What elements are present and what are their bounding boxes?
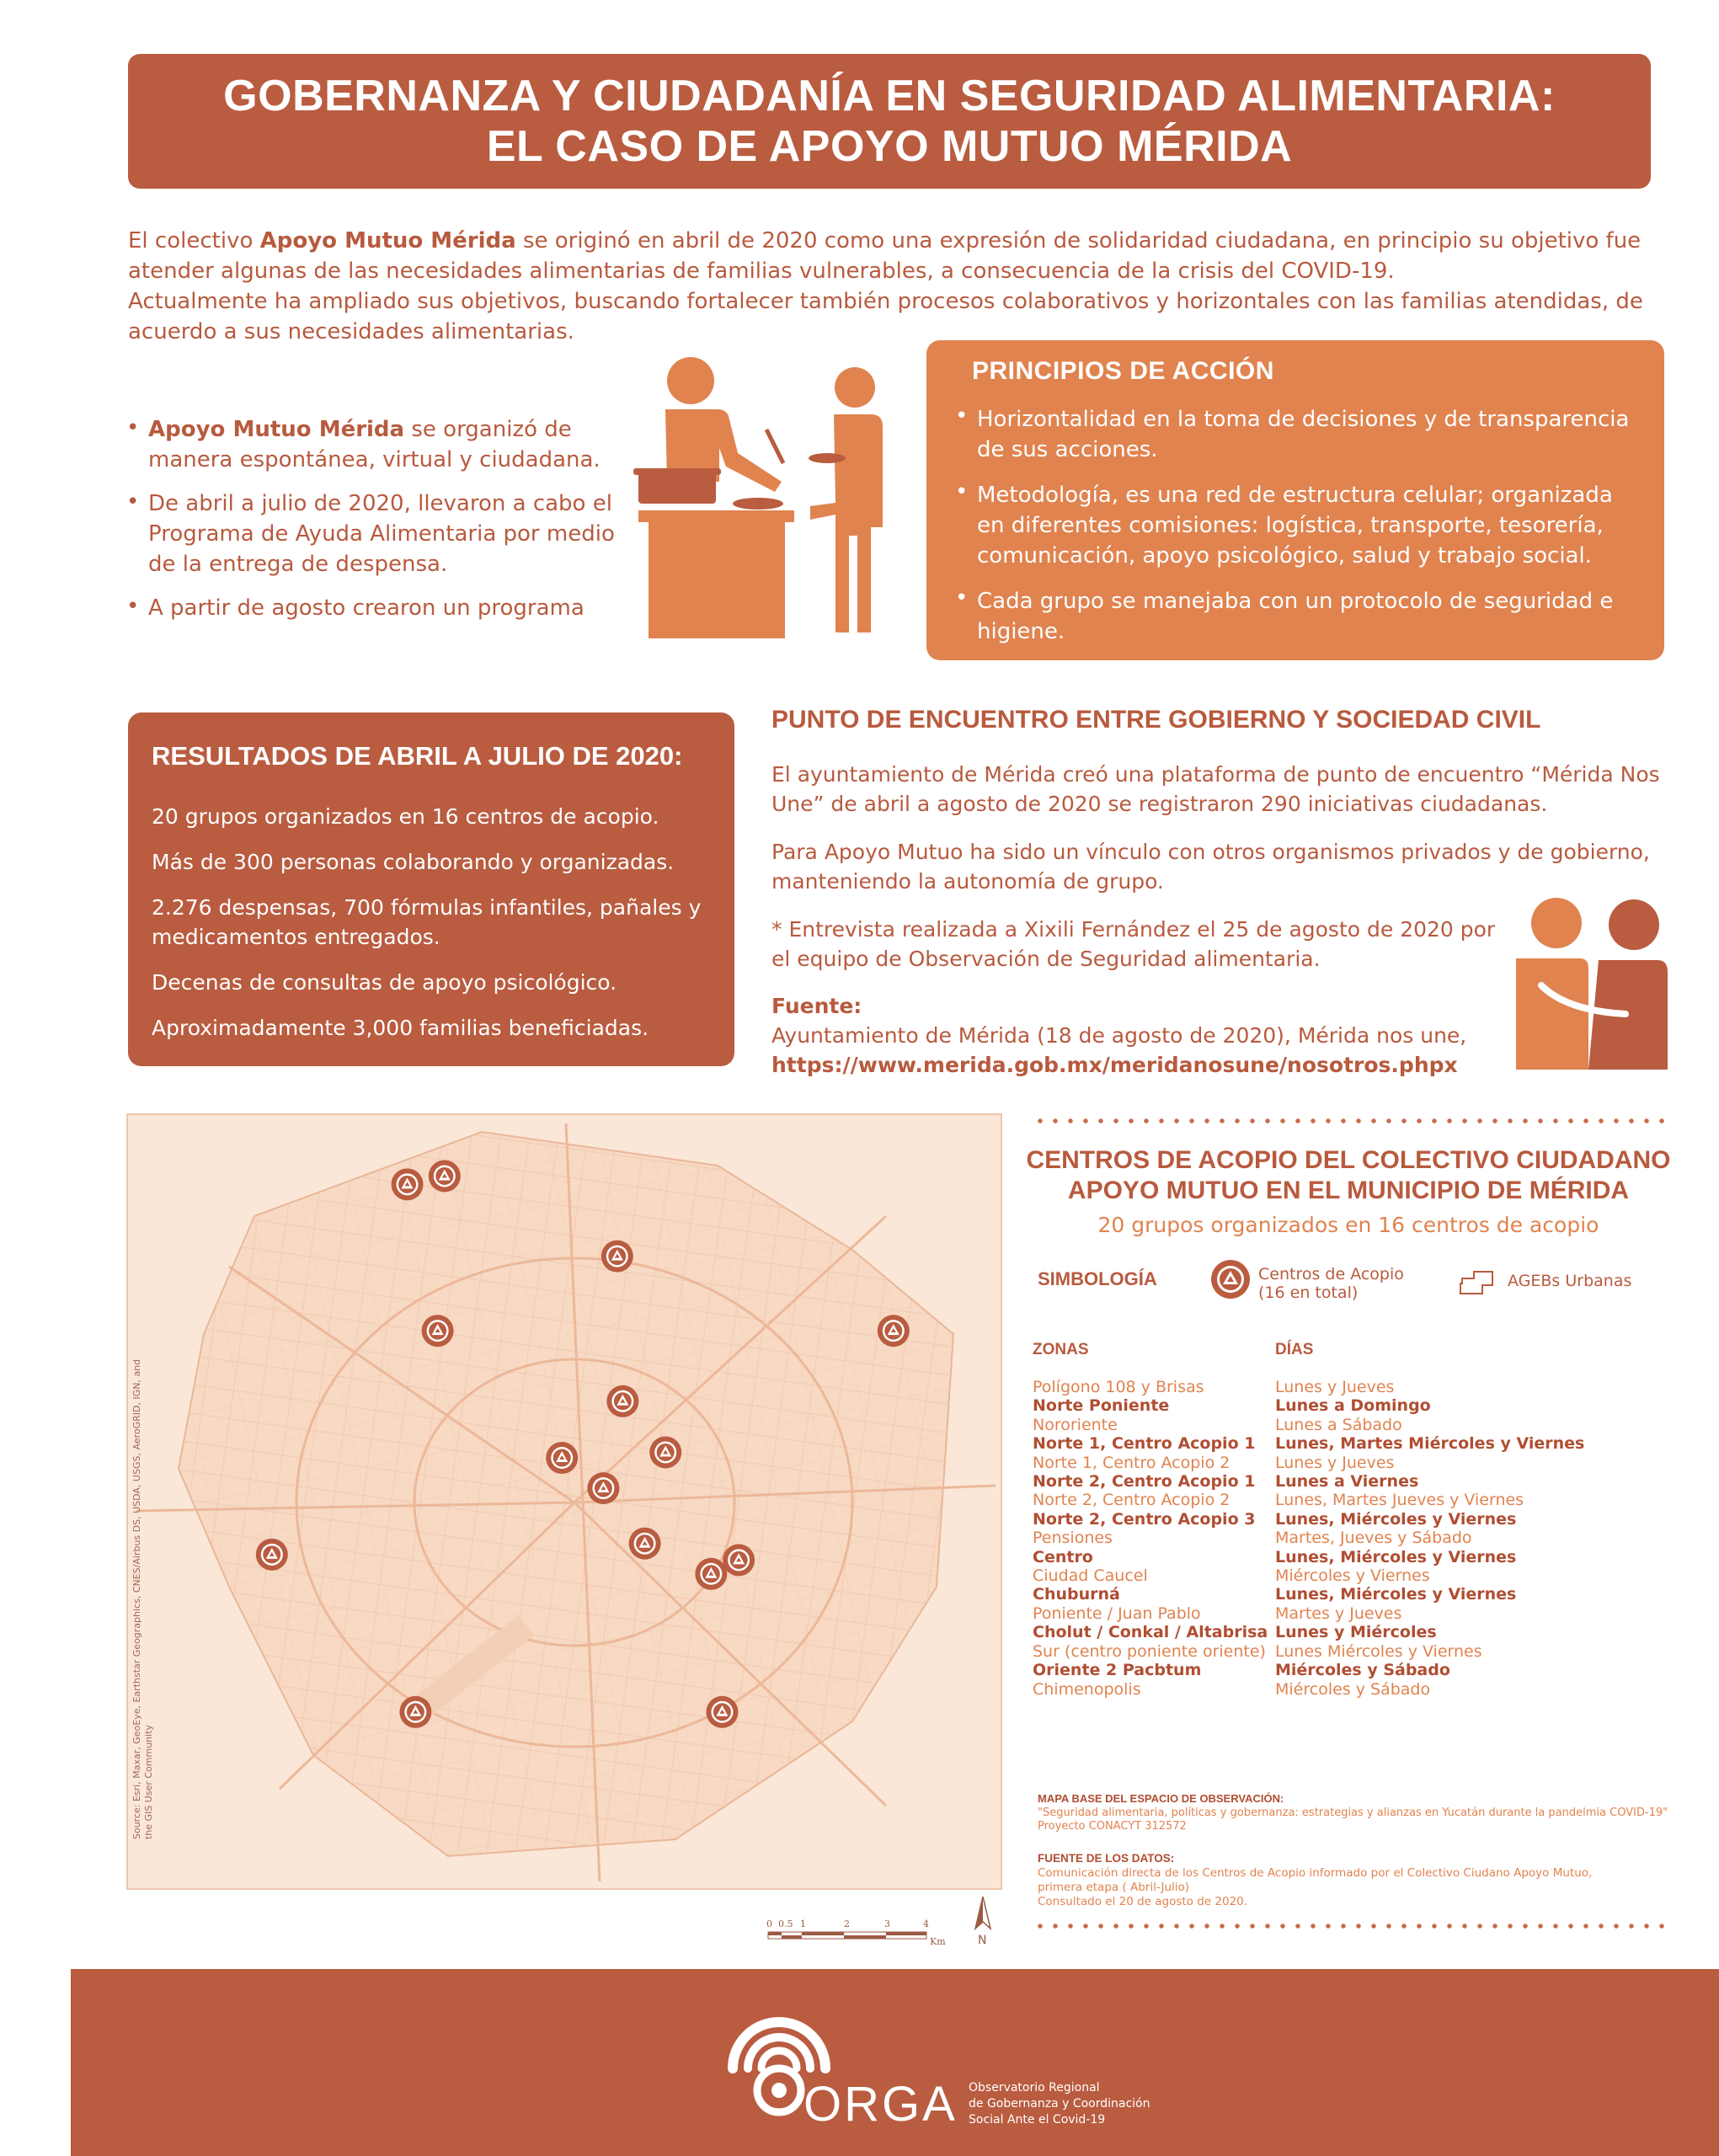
zone-days: Lunes a Domingo (1275, 1396, 1431, 1416)
collection-center-marker[interactable] (546, 1442, 578, 1474)
collection-center-marker[interactable] (606, 1385, 638, 1417)
food-serving-illustration (632, 354, 901, 648)
zone-name: Pensiones (1033, 1529, 1113, 1548)
principle-item: • Metodología, es una red de estructura celular; organizada en diferentes comisiones: logística, transporte, tesorería, comunicación, apoyo psicológico, salud y trabajo social. (955, 480, 1636, 571)
collection-center-marker[interactable] (878, 1315, 910, 1347)
source-block (771, 1021, 1496, 1080)
zone-name: Polígono 108 y Brisas (1033, 1378, 1204, 1396)
map-credit (126, 1348, 152, 1853)
zone-name: Norte 2, Centro Acopio 3 (1033, 1509, 1256, 1529)
collection-center-marker[interactable] (399, 1696, 431, 1728)
scale-tick: 3 (884, 1919, 890, 1929)
zone-days: Lunes, Martes Jueves y Viernes (1275, 1491, 1524, 1510)
legend-title-line-2: APOYO MUTUO EN EL MUNICIPIO DE MÉRIDA (1067, 1177, 1630, 1204)
principles-box (926, 340, 1664, 660)
left-bullet-1-bold: Apoyo Mutuo Mérida (148, 417, 405, 442)
zone-name: Norte 1, Centro Acopio 1 (1033, 1434, 1256, 1454)
collection-center-marker[interactable] (587, 1472, 619, 1504)
scale-tick: 2 (844, 1919, 850, 1929)
base-map-line-1: "Seguridad alimentaria, políticas y gobernanza: estrategias y alianzas en Yucatán durante la pandelmia COVID-19" (1038, 1806, 1668, 1819)
zones-header: ZONAS (1033, 1341, 1089, 1358)
intro-org-name: Apoyo Mutuo Mérida (259, 228, 516, 253)
zone-days: Lunes a Viernes (1275, 1472, 1419, 1492)
zone-name: Norte 1, Centro Acopio 2 (1033, 1453, 1231, 1472)
principles-title: PRINCIPIOS DE ACCIÓN (972, 357, 1274, 385)
schedule-row (1033, 1416, 1673, 1434)
orga-line-1: Observatorio Regional (969, 2081, 1100, 2095)
schedule-row (1033, 1623, 1673, 1641)
result-item: 2.276 despensas, 700 fórmulas infantiles, pañales y medicamentos entregados. (152, 895, 702, 949)
people-embrace-illustration (1508, 893, 1668, 1070)
scale-unit: Km (930, 1936, 946, 1947)
zone-name: Sur (centro poniente oriente) (1033, 1641, 1266, 1661)
base-map-line-2: Proyecto CONACYT 312572 (1038, 1820, 1187, 1833)
legend-title (1024, 1145, 1673, 1206)
collection-center-marker[interactable] (649, 1436, 681, 1468)
data-source-line-3: Consultado el 20 de agosto de 2020. (1038, 1895, 1248, 1908)
zone-name: Norte 2, Centro Acopio 2 (1033, 1491, 1231, 1510)
zone-name: Chimenopolis (1033, 1679, 1141, 1699)
schedule-row (1033, 1680, 1673, 1699)
scale-tick: 0 (766, 1919, 772, 1929)
collection-center-marker[interactable] (392, 1168, 424, 1200)
zone-days: Lunes, Miércoles y Viernes (1275, 1509, 1517, 1529)
collection-center-marker[interactable] (723, 1544, 755, 1576)
zone-days: Martes, Jueves y Sábado (1275, 1529, 1472, 1548)
symbology-centers-line-2: (16 en total) (1258, 1283, 1359, 1302)
left-bullet-list (126, 414, 649, 637)
collection-center-marker[interactable] (601, 1241, 633, 1273)
symbology-centers-line-1: Centros de Acopio (1258, 1265, 1404, 1283)
encounter-paragraph-1: El ayuntamiento de Mérida creó una plataforma de punto de encuentro “Mérida Nos Une” de abril a agosto de 2020 se registraron 290 iniciativas ciudadanas. (771, 762, 1660, 816)
orga-line-3: Social Ante el Covid-19 (969, 2113, 1106, 2127)
base-map-label: MAPA BASE DEL ESPACIO DE OBSERVACIÓN: (1038, 1792, 1284, 1805)
zone-name: Norte 2, Centro Acopio 1 (1033, 1472, 1256, 1492)
legend-title-line-1: CENTROS DE ACOPIO DEL COLECTIVO CIUDADANO (1026, 1146, 1671, 1174)
scale-tick: 1 (800, 1919, 806, 1929)
schedule-row (1033, 1510, 1673, 1529)
legend-divider-bottom (1033, 1924, 1664, 1929)
collection-center-icon (1209, 1258, 1252, 1300)
legend-subtitle: 20 grupos organizados en 16 centros de acopio (1097, 1213, 1599, 1237)
data-source-line-1: Comunicación directa de los Centros de Acopio informado por el Colectivo Ciudano Apoyo Mutuo, (1038, 1866, 1593, 1880)
intro-rest-1: se originó en abril de 2020 como una expresión de solidaridad ciudadana, en principio su objetivo fue atender algunas de las necesidades alimentarias de familias vulnerables, a consecuencia de la crisis del COVID-19. (128, 228, 1642, 284)
zone-name: Nororiente (1033, 1415, 1118, 1434)
collection-center-marker[interactable] (695, 1558, 727, 1590)
title-line-1: GOBERNANZA Y CIUDADANÍA EN SEGURIDAD ALIMENTARIA: (223, 72, 1556, 120)
result-item: 20 grupos organizados en 16 centros de acopio. (152, 804, 659, 829)
zone-days: Lunes a Sábado (1275, 1415, 1402, 1434)
source-text: Ayuntamiento de Mérida (18 de agosto de 2020), Mérida nos une, (771, 1023, 1467, 1048)
orga-logo-text: ORGA (803, 2077, 958, 2132)
encounter-title: PUNTO DE ENCUENTRO ENTRE GOBIERNO Y SOCIEDAD CIVIL (771, 706, 1541, 734)
zone-days: Lunes y Miércoles (1275, 1623, 1437, 1642)
result-item: Más de 300 personas colaborando y organizadas. (152, 850, 675, 874)
intro-rest-2: Actualmente ha ampliado sus objetivos, buscando fortalecer también procesos colaborativos y horizontales con las familias atendidas, de acuerdo a sus necesidades alimentarias. (128, 289, 1643, 344)
schedule-row (1033, 1566, 1673, 1585)
intro-paragraph (128, 226, 1661, 347)
schedule-row (1033, 1661, 1673, 1679)
zone-days: Miércoles y Sábado (1275, 1679, 1431, 1699)
principle-item: • Cada grupo se manejaba con un protocolo de seguridad e higiene. (955, 586, 1636, 647)
left-bullet-3: • A partir de agosto crearon un programa (126, 593, 649, 623)
scale-tick: 4 (923, 1919, 929, 1929)
title-line-2: EL CASO DE APOYO MUTUO MÉRIDA (486, 122, 1293, 171)
title-banner (128, 54, 1651, 189)
scale-tick: 0.5 (778, 1919, 793, 1929)
zone-name: Ciudad Caucel (1033, 1566, 1148, 1586)
source-link[interactable]: https://www.merida.gob.mx/meridanosune/nosotros.phpx (771, 1053, 1458, 1077)
map-credit-text: Source: Esri, Maxar, GeoEye, Earthstar Geographics, CNES/Airbus DS, USDA, USGS, AeroGRID, IGN, and the GIS User Community (131, 1358, 154, 1839)
data-source-label: FUENTE DE LOS DATOS: (1038, 1852, 1175, 1865)
symbology-centers (1258, 1265, 1404, 1302)
schedule-row (1033, 1642, 1673, 1661)
schedule-row (1033, 1491, 1673, 1509)
zone-days: Miércoles y Viernes (1275, 1566, 1430, 1586)
schedule-row (1033, 1529, 1673, 1547)
symbology-label: SIMBOLOGÍA (1038, 1268, 1157, 1289)
legend-divider-top (1033, 1118, 1664, 1123)
zone-name: Chuburná (1033, 1585, 1120, 1604)
orga-line-2: de Gobernanza y Coordinación (969, 2097, 1150, 2111)
collection-center-marker[interactable] (429, 1160, 461, 1192)
map-canvas (128, 1115, 1002, 1890)
left-bullet-2: • De abril a julio de 2020, llevaron a cabo el Programa de Ayuda Alimentaria por medio de la entrega de despensa. (126, 488, 649, 579)
data-source-line-2: primera etapa ( Abril-Julio) (1038, 1881, 1190, 1894)
schedule-row (1033, 1396, 1673, 1415)
schedule-table (1033, 1378, 1673, 1699)
zone-days: Miércoles y Sábado (1275, 1661, 1450, 1680)
schedule-row (1033, 1434, 1673, 1453)
result-item: Decenas de consultas de apoyo psicológico. (152, 970, 617, 995)
principle-item: • Horizontalidad en la toma de decisiones y de transparencia de sus acciones. (955, 404, 1636, 465)
encounter-interview-note: * Entrevista realizada a Xixili Fernández el 25 de agosto de 2020 por el equipo de Observación de Seguridad alimentaria. (771, 917, 1496, 971)
orga-logo (699, 2009, 985, 2136)
zone-days: Lunes Miércoles y Viernes (1275, 1641, 1482, 1661)
zone-days: Lunes, Martes Miércoles y Viernes (1275, 1434, 1585, 1454)
collection-center-marker[interactable] (706, 1696, 738, 1728)
zone-days: Lunes, Miércoles y Viernes (1275, 1547, 1517, 1566)
zone-name: Norte Poniente (1033, 1396, 1170, 1416)
intro-lead: El colectivo (128, 228, 260, 253)
schedule-row (1033, 1454, 1673, 1472)
results-box (128, 712, 734, 1066)
zone-name: Centro (1033, 1547, 1093, 1566)
results-title: RESULTADOS DE ABRIL A JULIO DE 2020: (152, 741, 683, 771)
zone-days: Martes y Jueves (1275, 1604, 1402, 1623)
encounter-paragraph-2: Para Apoyo Mutuo ha sido un vínculo con otros organismos privados y de gobierno, manteniendo la autonomía de grupo. (771, 840, 1650, 894)
zone-name: Oriente 2 Pacbtum (1033, 1661, 1202, 1680)
days-header: DÍAS (1275, 1341, 1314, 1358)
schedule-row (1033, 1548, 1673, 1566)
zone-name: Cholut / Conkal / Altabrisa (1033, 1623, 1268, 1642)
left-bullet-1-text: se organizó de manera espontánea, virtual y ciudadana. (148, 417, 601, 472)
data-source-note (1038, 1851, 1669, 1909)
zone-days: Lunes y Jueves (1275, 1453, 1395, 1472)
zone-days: Lunes y Jueves (1275, 1378, 1395, 1396)
source-label: Fuente: (771, 994, 862, 1018)
symbology-agebs: AGEBs Urbanas (1508, 1272, 1632, 1290)
schedule-row (1033, 1378, 1673, 1396)
base-map-note (1038, 1792, 1669, 1833)
merida-map (126, 1113, 1002, 1890)
scale-bar (766, 1917, 952, 1947)
collection-center-marker[interactable] (256, 1539, 288, 1571)
result-item: Aproximadamente 3,000 familias beneficiadas. (152, 1016, 649, 1040)
orga-description (969, 2080, 1150, 2128)
zone-name: Poniente / Juan Pablo (1033, 1604, 1201, 1623)
north-arrow (970, 1895, 996, 1945)
collection-center-marker[interactable] (422, 1315, 454, 1347)
collection-center-marker[interactable] (629, 1528, 661, 1560)
ageb-polygon-icon (1457, 1268, 1497, 1297)
schedule-row (1033, 1604, 1673, 1623)
zone-days: Lunes, Miércoles y Viernes (1275, 1585, 1517, 1604)
north-label: N (978, 1934, 987, 1945)
schedule-row (1033, 1472, 1673, 1491)
left-bullet-1 (126, 414, 649, 475)
schedule-row (1033, 1585, 1673, 1604)
